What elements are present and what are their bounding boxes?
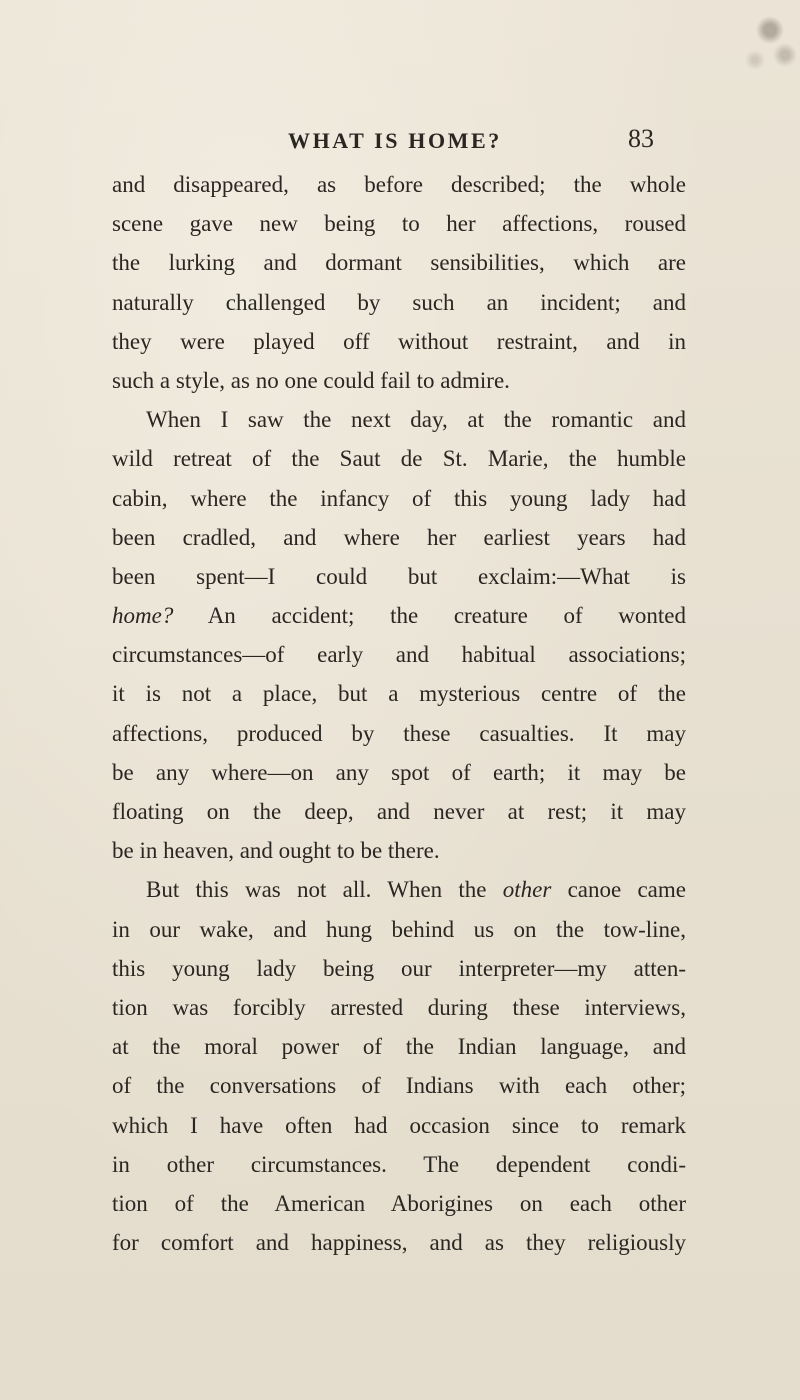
text-line: such a style, as no one could fail to admire. xyxy=(112,367,510,393)
text-line: affections, produced by these casualties. It may xyxy=(112,720,686,746)
text-line: tion of the American Aborigines on each other xyxy=(112,1190,686,1216)
text-line: been spent—I could but exclaim:—What is xyxy=(112,563,686,589)
text-line: home? An accident; the creature of wonted xyxy=(112,603,686,629)
paragraph-start: But this was not all. When the other canoe came xyxy=(146,877,686,903)
paragraph-start: When I saw the next day, at the romantic and xyxy=(146,407,686,433)
body-text xyxy=(112,165,686,1262)
text-line: wild retreat of the Saut de St. Marie, the humble xyxy=(112,446,686,472)
text-line: been cradled, and where her earliest years had xyxy=(112,524,686,550)
text-line: cabin, where the infancy of this young lady had xyxy=(112,485,686,511)
text-line: be any where—on any spot of earth; it may be xyxy=(112,759,686,785)
text-line: tion was forcibly arrested during these interviews, xyxy=(112,994,686,1020)
text-line: circumstances—of early and habitual associations; xyxy=(112,642,686,668)
text-line: scene gave new being to her affections, roused xyxy=(112,211,686,237)
text-line: which I have often had occasion since to remark xyxy=(112,1112,686,1138)
page-stain xyxy=(730,0,800,90)
text-line: naturally challenged by such an incident; and xyxy=(112,289,686,315)
text-line: the lurking and dormant sensibilities, which are xyxy=(112,250,686,276)
page-header xyxy=(288,124,654,162)
text-line: for comfort and happiness, and as they religiously xyxy=(112,1230,686,1256)
text-line: in other circumstances. The dependent condi- xyxy=(112,1151,686,1177)
text-line: it is not a place, but a mysterious centre of the xyxy=(112,681,686,707)
text-line: at the moral power of the Indian language, and xyxy=(112,1034,686,1060)
italic-word: home? xyxy=(112,603,174,629)
running-head: WHAT IS HOME? xyxy=(288,128,502,153)
text-line: floating on the deep, and never at rest; it may xyxy=(112,799,686,824)
text-line: be in heaven, and ought to be there. xyxy=(112,838,440,864)
text-line: of the conversations of Indians with each other; xyxy=(112,1073,686,1099)
text-line: in our wake, and hung behind us on the tow-line, xyxy=(112,916,686,942)
text-line: they were played off without restraint, and in xyxy=(112,328,686,354)
text-line: and disappeared, as before described; the whole xyxy=(112,172,686,197)
italic-word: other xyxy=(502,877,552,903)
page-number: 83 xyxy=(628,124,654,153)
text-line: this young lady being our interpreter—my atten- xyxy=(112,955,686,981)
